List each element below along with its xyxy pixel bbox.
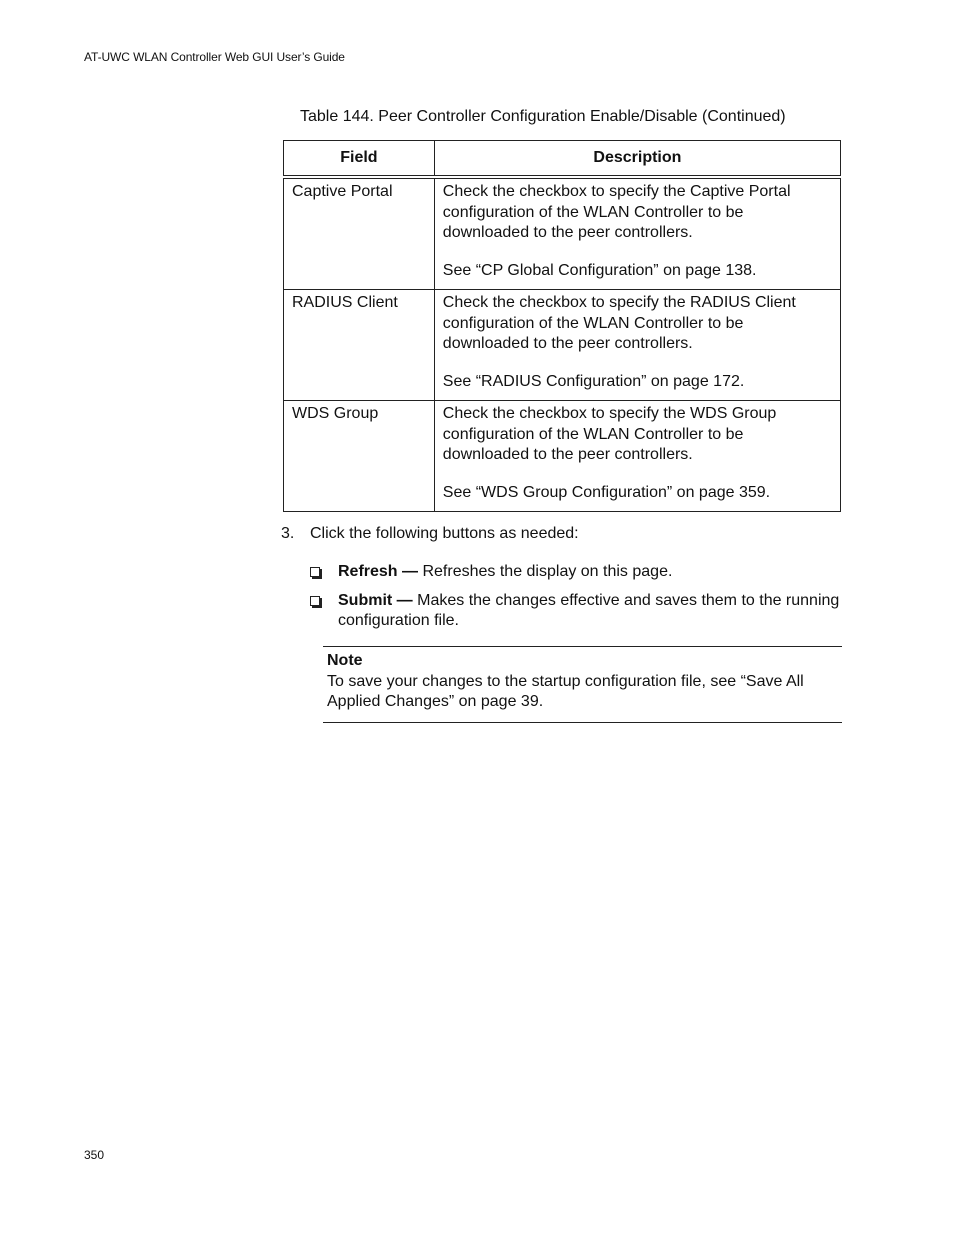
field-cell: WDS Group	[284, 401, 435, 512]
note-box	[323, 646, 842, 723]
field-cell: RADIUS Client	[284, 290, 435, 401]
table-header-row	[284, 141, 841, 178]
column-header-field: Field	[284, 141, 435, 178]
bullet-term: Refresh —	[338, 563, 419, 580]
column-header-description: Description	[434, 141, 840, 178]
note-text: To save your changes to the startup configuration file, see “Save All Applied Changes” on page 39.	[327, 672, 804, 710]
step-3	[281, 525, 579, 543]
description-text: Check the checkbox to specify the RADIUS Client configuration of the WLAN Controller to be downloaded to the peer controllers.	[442, 294, 796, 352]
peer-controller-table	[283, 140, 841, 512]
description-text: Check the checkbox to specify the Captive Portal configuration of the WLAN Controller to be downloaded to the peer controllers.	[442, 183, 791, 241]
step-number: 3.	[281, 525, 295, 542]
table-row	[284, 290, 841, 401]
table-row	[284, 177, 841, 290]
table-row	[284, 401, 841, 512]
note-title: Note	[327, 652, 363, 669]
step-text: Click the following buttons as needed:	[310, 525, 579, 542]
checkbox-bullet-icon	[310, 596, 320, 606]
bullet-text: Refreshes the display on this page.	[418, 563, 673, 580]
reference-link[interactable]: See “CP Global Configuration” on page 138.	[442, 261, 757, 279]
description-cell	[434, 177, 840, 290]
field-cell: Captive Portal	[284, 177, 435, 290]
table-caption: Table 144. Peer Controller Configuration Enable/Disable (Continued)	[300, 108, 786, 125]
description-cell	[434, 401, 840, 512]
reference-link[interactable]: See “WDS Group Configuration” on page 359.	[442, 483, 771, 501]
running-header: AT-UWC WLAN Controller Web GUI User’s Guide	[84, 50, 345, 64]
list-item-refresh	[310, 562, 840, 583]
checkbox-bullet-icon	[310, 567, 320, 577]
button-list	[310, 562, 840, 640]
bullet-text: Makes the changes effective and saves them to the running configuration file.	[338, 591, 840, 629]
description-cell	[434, 290, 840, 401]
page-number: 350	[84, 1148, 105, 1162]
list-item-submit	[310, 591, 840, 632]
description-text: Check the checkbox to specify the WDS Group configuration of the WLAN Controller to be downloaded to the peer controllers.	[442, 405, 777, 463]
bullet-term: Submit —	[338, 591, 413, 609]
reference-link[interactable]: See “RADIUS Configuration” on page 172.	[442, 372, 745, 390]
